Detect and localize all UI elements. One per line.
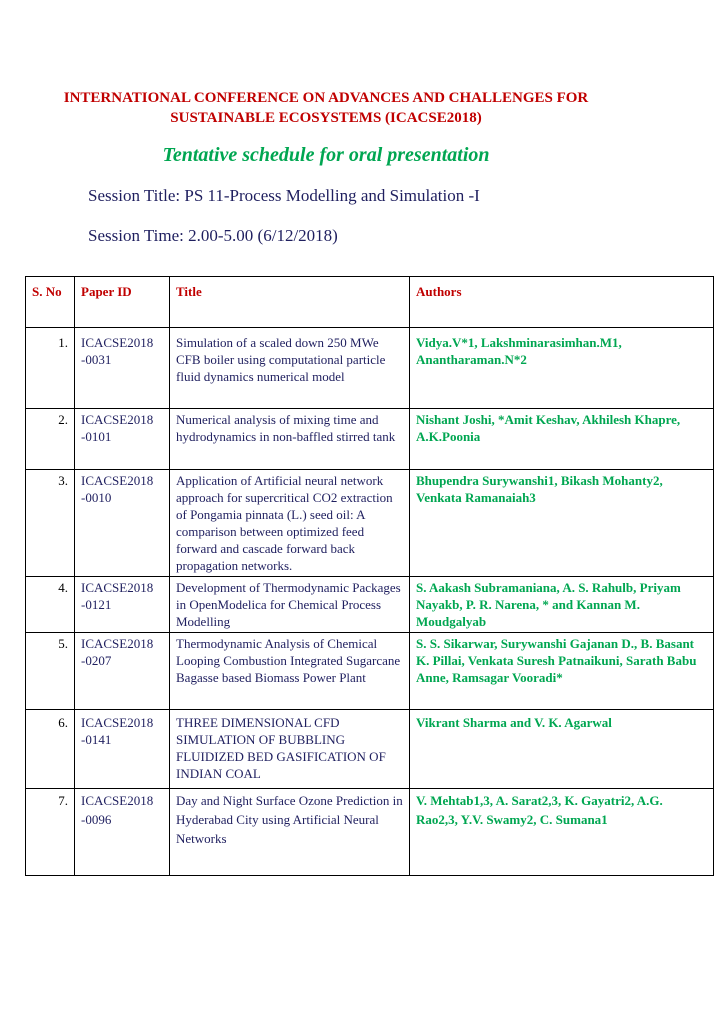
row-sno: 6. [26,710,75,789]
row-paper-id: ICACSE2018 -0031 [75,328,170,409]
row-sno: 5. [26,633,75,710]
row-authors: Nishant Joshi, *Amit Keshav, Akhilesh Khapre, A.K.Poonia [410,409,714,470]
row-title: Development of Thermodynamic Packages in OpenModelica for Chemical Process Modelling [170,577,410,633]
row-paper-id: ICACSE2018 -0121 [75,577,170,633]
column-header-sno: S. No [26,277,75,328]
conference-title [0,88,652,128]
column-header-authors: Authors [410,277,714,328]
table-row [26,470,714,577]
table-row [26,328,714,409]
row-sno: 3. [26,470,75,577]
session-title: Session Title: PS 11-Process Modelling and Simulation -I [88,186,480,205]
table-row [26,577,714,633]
row-paper-id: ICACSE2018 -0096 [75,789,170,876]
row-sno: 1. [26,328,75,409]
row-sno: 2. [26,409,75,470]
table-row [26,789,714,876]
table-row [26,409,714,470]
row-paper-id: ICACSE2018 -0141 [75,710,170,789]
row-sno: 7. [26,789,75,876]
row-title: Day and Night Surface Ozone Prediction in Hyderabad City using Artificial Neural Networks [170,789,410,876]
row-title: THREE DIMENSIONAL CFD SIMULATION OF BUBBLING FLUIDIZED BED GASIFICATION OF INDIAN COAL [170,710,410,789]
table-header-row [26,277,714,328]
row-authors: S. S. Sikarwar, Surywanshi Gajanan D., B. Basant K. Pillai, Venkata Suresh Patnaikuni, Sarath Babu Anne, Ramsagar Vooradi* [410,633,714,710]
column-header-title: Title [170,277,410,328]
row-authors: V. Mehtab1,3, A. Sarat2,3, K. Gayatri2, A.G. Rao2,3, Y.V. Swamy2, C. Sumana1 [410,789,714,876]
session-time: Session Time: 2.00-5.00 (6/12/2018) [88,226,338,245]
schedule-table [25,276,714,876]
row-paper-id: ICACSE2018 -0207 [75,633,170,710]
row-title: Application of Artificial neural network approach for supercritical CO2 extraction of Pongamia pinnata (L.) seed oil: A comparison between optimized feed forward and cascade forward back propagation networks. [170,470,410,577]
row-authors: Bhupendra Surywanshi1, Bikash Mohanty2, Venkata Ramanaiah3 [410,470,714,577]
table-row [26,710,714,789]
schedule-subtitle: Tentative schedule for oral presentation [162,144,490,166]
row-authors: Vidya.V*1, Lakshminarasimhan.M1, Anantharaman.N*2 [410,328,714,409]
conference-title-line-1: INTERNATIONAL CONFERENCE ON ADVANCES AND CHALLENGES FOR [63,90,589,106]
column-header-paper-id: Paper ID [75,277,170,328]
row-sno: 4. [26,577,75,633]
row-paper-id: ICACSE2018 -0010 [75,470,170,577]
conference-title-line-2: SUSTAINABLE ECOSYSTEMS (ICACSE2018) [170,110,482,126]
table-row [26,633,714,710]
row-title: Numerical analysis of mixing time and hydrodynamics in non-baffled stirred tank [170,409,410,470]
row-title: Thermodynamic Analysis of Chemical Looping Combustion Integrated Sugarcane Bagasse based Biomass Power Plant [170,633,410,710]
row-paper-id: ICACSE2018 -0101 [75,409,170,470]
row-authors: S. Aakash Subramaniana, A. S. Rahulb, Priyam Nayakb, P. R. Narena, * and Kannan M. Moudgalyab [410,577,714,633]
row-title: Simulation of a scaled down 250 MWe CFB boiler using computational particle fluid dynamics numerical model [170,328,410,409]
row-authors: Vikrant Sharma and V. K. Agarwal [410,710,714,789]
